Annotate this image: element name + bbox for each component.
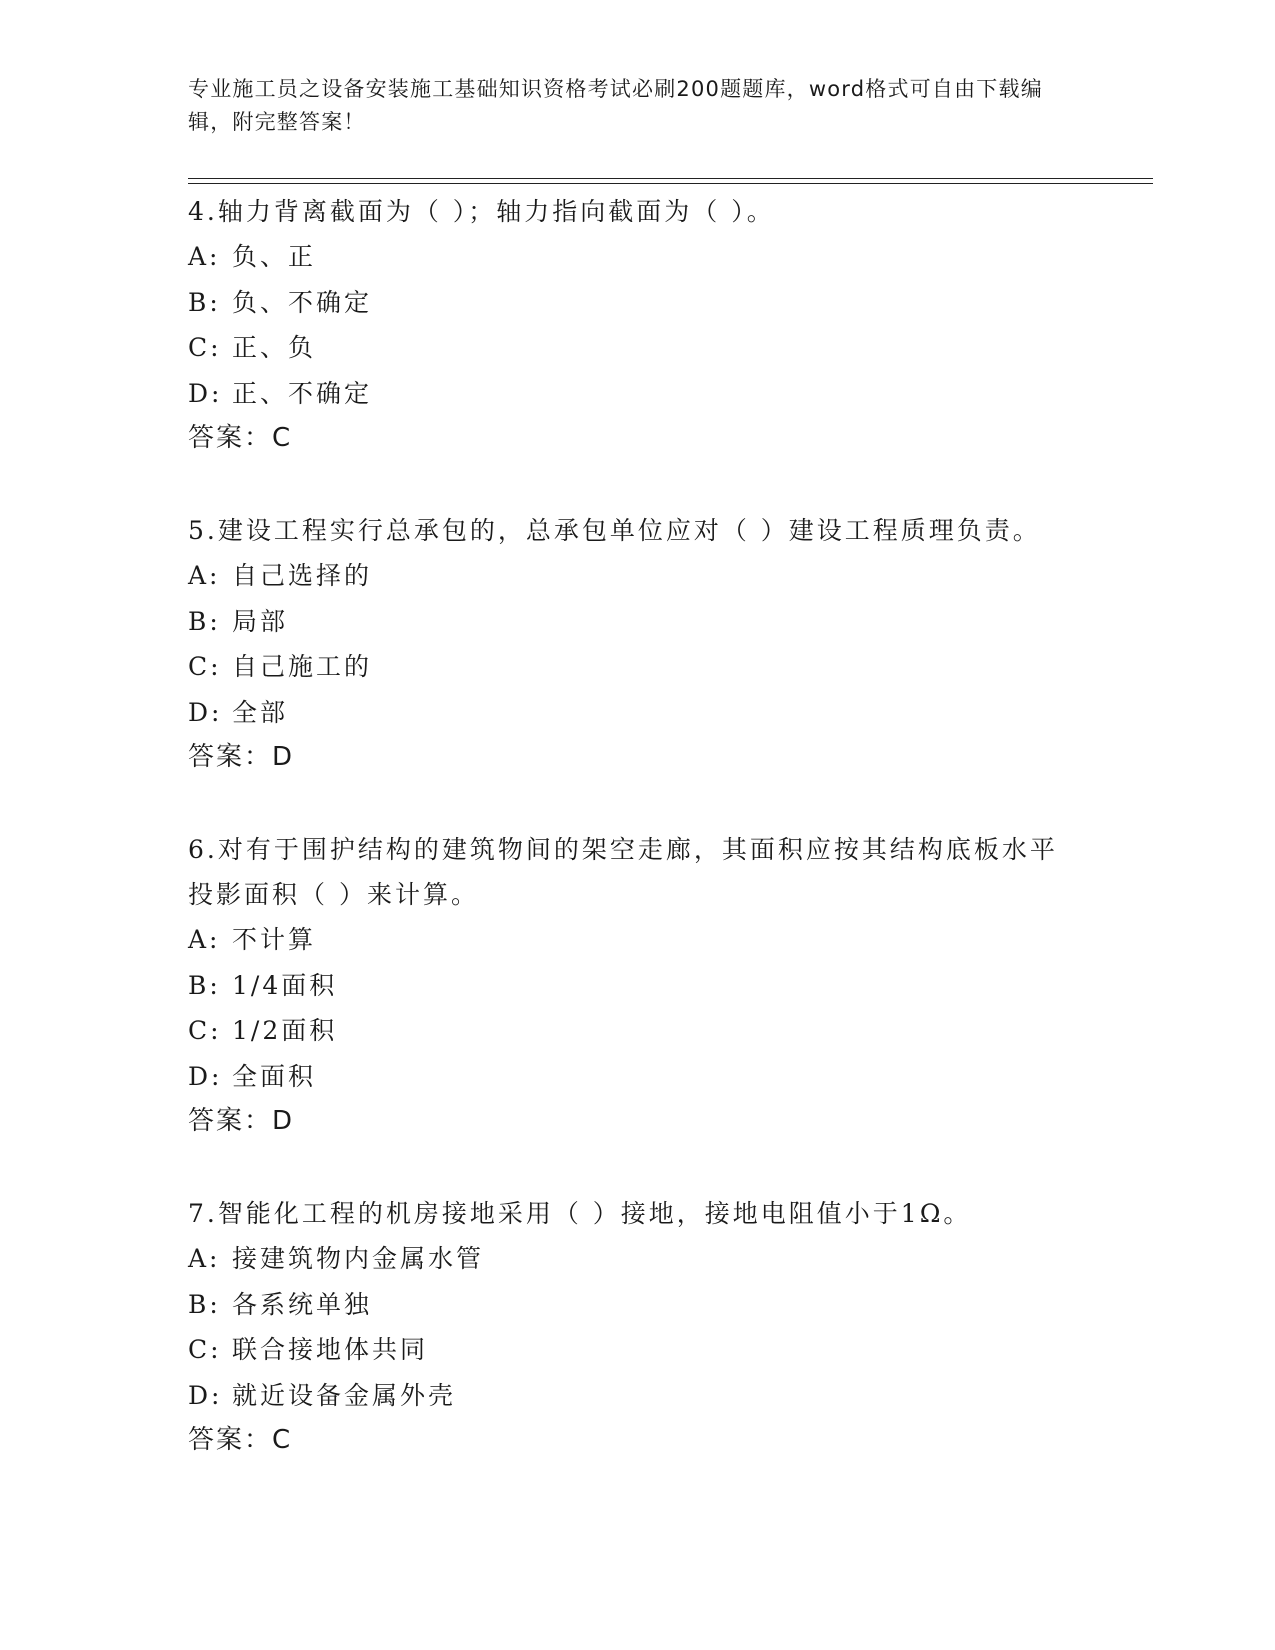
option-a — [188, 234, 1068, 280]
document-header: 专业施工员之设备安装施工基础知识资格考试必刷200题题库，word格式可自由下载编辑，附完整答案！ — [188, 77, 1043, 134]
option-label: C: — [188, 1335, 222, 1364]
option-text: 自己施工的 — [232, 652, 373, 681]
answer-text: 答案：C — [188, 1425, 293, 1455]
option-text: 正、不确定 — [232, 378, 373, 408]
question-text: 5.建设工程实行总承包的，总承包单位应对（ ）建设工程质理负责。 — [188, 516, 1041, 545]
option-label: C: — [188, 333, 222, 362]
option-text: 就近设备金属外壳 — [232, 1380, 457, 1410]
option-d — [188, 371, 1068, 417]
option-a — [188, 917, 1068, 963]
option-c — [188, 1008, 1068, 1054]
header-divider-top — [188, 178, 1153, 179]
option-label: B: — [188, 287, 221, 317]
option-label: B: — [188, 606, 221, 636]
option-text: 负、正 — [232, 242, 317, 271]
option-label: B: — [188, 970, 221, 1000]
option-label: A: — [188, 1244, 221, 1273]
option-text: 局部 — [232, 606, 289, 636]
option-text: 1/4面积 — [232, 970, 338, 1000]
option-text: 1/2面积 — [232, 1016, 338, 1045]
option-text: 各系统单独 — [232, 1289, 373, 1319]
option-label: A: — [188, 242, 221, 271]
option-text: 负、不确定 — [232, 287, 373, 317]
option-label: C: — [188, 1016, 222, 1045]
option-text: 正、负 — [232, 333, 317, 362]
option-label: D: — [188, 378, 223, 408]
option-text: 全部 — [232, 697, 289, 727]
option-text: 不计算 — [232, 925, 317, 954]
question-text: 7.智能化工程的机房接地采用（ ）接地，接地电阻值小于1Ω。 — [188, 1199, 972, 1228]
answer-text: 答案：C — [188, 423, 293, 453]
question-block — [188, 1190, 1068, 1463]
option-label: D: — [188, 1380, 223, 1410]
option-b — [188, 1282, 1068, 1328]
option-c — [188, 325, 1068, 371]
question-block — [188, 188, 1068, 461]
option-c — [188, 1327, 1068, 1373]
option-label: A: — [188, 925, 221, 954]
option-label: A: — [188, 561, 221, 590]
header-divider-bottom — [188, 183, 1153, 184]
option-d — [188, 1054, 1068, 1100]
option-d — [188, 690, 1068, 736]
option-label: B: — [188, 1289, 221, 1319]
option-d — [188, 1373, 1068, 1419]
question-block — [188, 507, 1068, 780]
option-label: D: — [188, 697, 223, 727]
option-b — [188, 963, 1068, 1009]
option-c — [188, 644, 1068, 690]
option-a — [188, 553, 1068, 599]
option-a — [188, 1236, 1068, 1282]
answer-text: 答案：D — [188, 1106, 295, 1136]
option-label: C: — [188, 652, 222, 681]
option-label: D: — [188, 1061, 223, 1091]
option-text: 联合接地体共同 — [232, 1335, 429, 1364]
question-text: 6.对有于围护结构的建筑物间的架空走廊，其面积应按其结构底板水平投影面积（ ）来计算。 — [188, 835, 1058, 909]
question-block — [188, 826, 1068, 1144]
question-text: 4.轴力背离截面为（ ）；轴力指向截面为（ ）。 — [188, 197, 775, 226]
question-list — [188, 188, 1068, 1463]
option-b — [188, 599, 1068, 645]
option-text: 全面积 — [232, 1061, 317, 1091]
option-b — [188, 280, 1068, 326]
option-text: 自己选择的 — [232, 561, 373, 590]
answer-text: 答案：D — [188, 742, 295, 772]
option-text: 接建筑物内金属水管 — [232, 1244, 485, 1273]
